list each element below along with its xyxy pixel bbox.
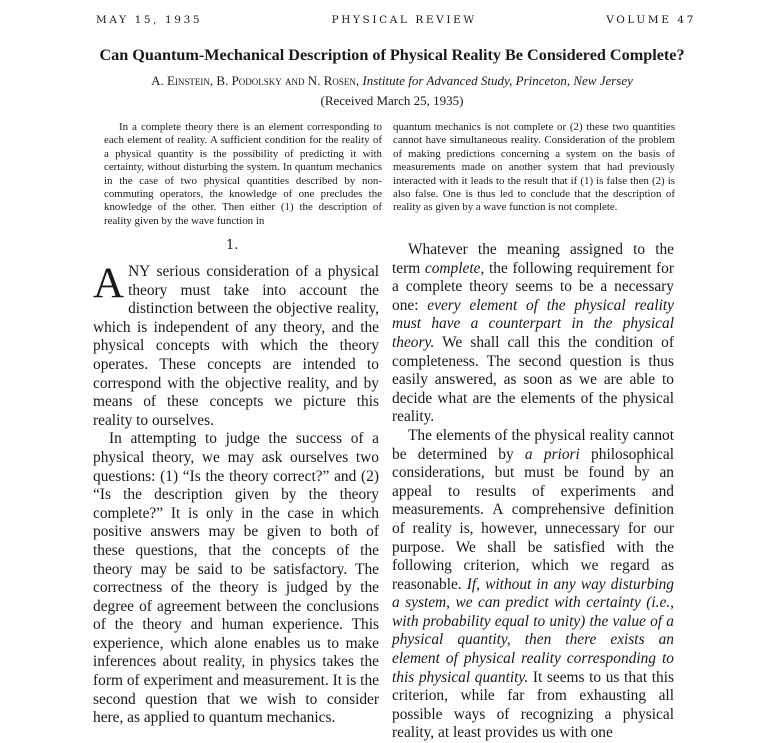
paragraph-text: The elements of the physical reality cannot be determined by bbox=[392, 426, 674, 463]
running-header bbox=[96, 14, 696, 26]
paragraph: In attempting to judge the success of a physical theory, we may ask ourselves two questions: (1) “Is the theory correct?” and (2) “Is the description given by the theory complete?” It is only in the case in which positive answers may be given to both of these questions, that the concepts of the theory may be said to be satisfactory. The correctness of the theory is judged by the degree of agreement between the conclusions of the theory and human experience. This experience, which alone enables us to make inferences about reality, in physics takes the form of experiment and measurement. It is the second question that we wish to consider here, as applied to quantum mechanics. bbox=[93, 430, 379, 727]
italic-term: a priori bbox=[524, 445, 580, 463]
paragraph bbox=[93, 260, 379, 430]
header-volume: VOLUME 47 bbox=[606, 14, 696, 26]
header-journal: PHYSICAL REVIEW bbox=[331, 14, 477, 26]
paragraph-text: , the following requirement for a complete theory seems to be a necessary one: bbox=[392, 259, 674, 314]
body-column-right bbox=[392, 241, 674, 743]
italic-requirement: every element of the physical reality must have a counterpart in the physical theory. bbox=[392, 296, 674, 351]
body-column-left bbox=[93, 260, 379, 728]
italic-criterion: If, without in any way disturbing a system, we can predict with certainty (i.e., with probability equal to unity) the value of a physical quantity, then there exists an element of physical reality corresponding to this physical quantity. bbox=[392, 575, 675, 686]
paragraph-text: philosophical considerations, but must be found by an appeal to results of experiments and measurements. A comprehensive definition of reality is, however, unnecessary for our purpose. We shall be satisfied with the following criterion, which we regard as reasonable. bbox=[392, 445, 674, 593]
paragraph-text: Whatever the meaning assigned to the term bbox=[392, 241, 674, 277]
section-number: 1. bbox=[226, 238, 239, 253]
italic-term: complete bbox=[424, 259, 481, 277]
author-affiliation: Institute for Advanced Study, Princeton, New Jersey bbox=[362, 73, 633, 88]
paper-title: Can Quantum-Mechanical Description of Physical Reality Be Considered Complete? bbox=[99, 46, 685, 64]
abstract-left: In a complete theory there is an element corresponding to each element of reality. A sufficient condition for the reality of a physical quantity is the possibility of predicting it with certainty, without disturbing the system. In quantum mechanics in the case of two physical quantities described by non-commuting operators, the knowledge of one precludes the knowledge of the other. Then either (1) the description of reality given by the wave function in bbox=[104, 121, 382, 227]
paragraph-text: serious consideration of a physical theory must take into account the distinction between the objective reality, which is independent of any theory, and the physical concepts with which the theory operates. These concepts are intended to correspond with the objective reality, and by means of these concepts we picture this reality to ourselves. bbox=[93, 263, 379, 429]
header-date: MAY 15, 1935 bbox=[96, 14, 203, 26]
author-line bbox=[0, 73, 784, 89]
abstract-right: quantum mechanics is not complete or (2) these two quantities cannot have simultaneous reality. Consideration of the problem of making predictions concerning a system on the basis of measurements made on another system that had previously interacted with it leads to the result that if (1) is false then (2) is also false. One is thus led to conclude that the description of reality as given by a wave function is not complete. bbox=[393, 121, 675, 214]
paragraph bbox=[392, 427, 674, 743]
received-date: (Received March 25, 1935) bbox=[320, 93, 464, 108]
author-names: A. Einstein, B. Podolsky and N. Rosen, bbox=[151, 73, 360, 88]
drop-cap: A bbox=[93, 260, 125, 307]
paragraph-text: It seems to us that this criterion, while far from exhausting all possible ways of recognizing a physical reality, at least provides us with one bbox=[392, 668, 674, 742]
paragraph-text: We shall call this the condition of completeness. The second question is thus easily answered, as soon as we are able to decide what are the elements of the physical reality. bbox=[392, 333, 674, 426]
smallcap-word: NY bbox=[128, 263, 151, 280]
paragraph bbox=[392, 241, 674, 427]
